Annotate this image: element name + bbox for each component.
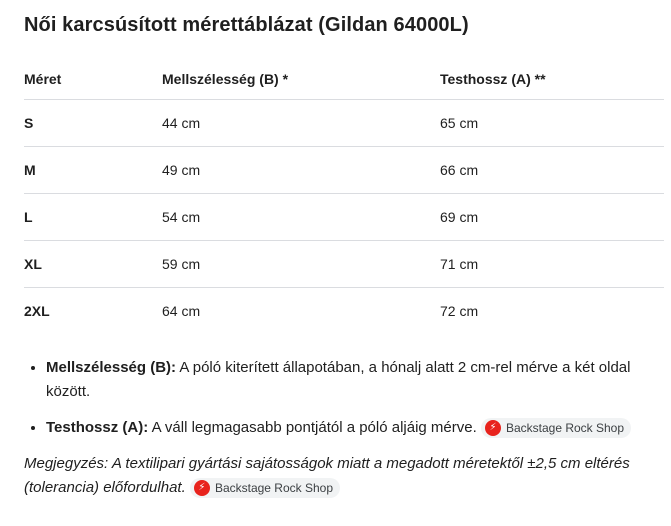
source-chip-label: Backstage Rock Shop bbox=[505, 421, 625, 436]
lightning-bolt-icon: ⚡ bbox=[485, 420, 501, 436]
bullet-term: Testhossz (A): bbox=[46, 419, 149, 436]
size-cell: 2XL bbox=[24, 303, 50, 319]
chest-cell: 49 cm bbox=[162, 147, 440, 194]
chest-cell: 59 cm bbox=[162, 241, 440, 288]
length-cell: 66 cm bbox=[440, 147, 664, 194]
table-row bbox=[24, 100, 664, 147]
bullet-text: A váll legmagasabb pontjától a póló aljáig mérve. bbox=[148, 419, 477, 436]
chest-cell: 54 cm bbox=[162, 194, 440, 241]
note-text: Megjegyzés: A textilipari gyártási sajátosságok miatt a megadott méretektől ±2,5 cm eltérés (tolerancia) előfordulhat. bbox=[24, 455, 630, 496]
size-table bbox=[24, 59, 664, 334]
table-row bbox=[24, 194, 664, 241]
lightning-bolt-icon: ⚡ bbox=[194, 480, 210, 496]
size-cell: XL bbox=[24, 241, 162, 288]
chest-cell: 44 cm bbox=[162, 100, 440, 147]
page-title: Női karcsúsított mérettáblázat (Gildan 64000L) bbox=[24, 14, 469, 36]
source-chip[interactable] bbox=[481, 418, 631, 438]
table-header-row bbox=[24, 59, 664, 100]
header-size: Méret bbox=[24, 59, 162, 100]
length-cell: 72 cm bbox=[440, 303, 479, 319]
size-cell: M bbox=[24, 147, 162, 194]
list-item bbox=[46, 356, 664, 404]
list-item bbox=[46, 416, 664, 440]
source-chip[interactable] bbox=[190, 478, 340, 498]
size-cell: S bbox=[24, 100, 162, 147]
bullet-text: A póló kiterített állapotában, a hónalj alatt 2 cm-rel mérve a két oldal között. bbox=[46, 359, 631, 400]
length-cell: 65 cm bbox=[440, 100, 664, 147]
chest-cell: 64 cm bbox=[162, 303, 201, 319]
header-length: Testhossz (A) ** bbox=[440, 59, 664, 100]
table-row bbox=[24, 288, 664, 335]
header-chest: Mellszélesség (B) * bbox=[162, 59, 440, 100]
measurement-notes bbox=[24, 356, 664, 440]
tolerance-note bbox=[24, 452, 644, 500]
table-row bbox=[24, 147, 664, 194]
size-cell: L bbox=[24, 194, 162, 241]
length-cell: 71 cm bbox=[440, 241, 664, 288]
bullet-term: Mellszélesség (B): bbox=[46, 359, 177, 376]
table-row bbox=[24, 241, 664, 288]
source-chip-label: Backstage Rock Shop bbox=[214, 481, 334, 496]
length-cell: 69 cm bbox=[440, 194, 664, 241]
